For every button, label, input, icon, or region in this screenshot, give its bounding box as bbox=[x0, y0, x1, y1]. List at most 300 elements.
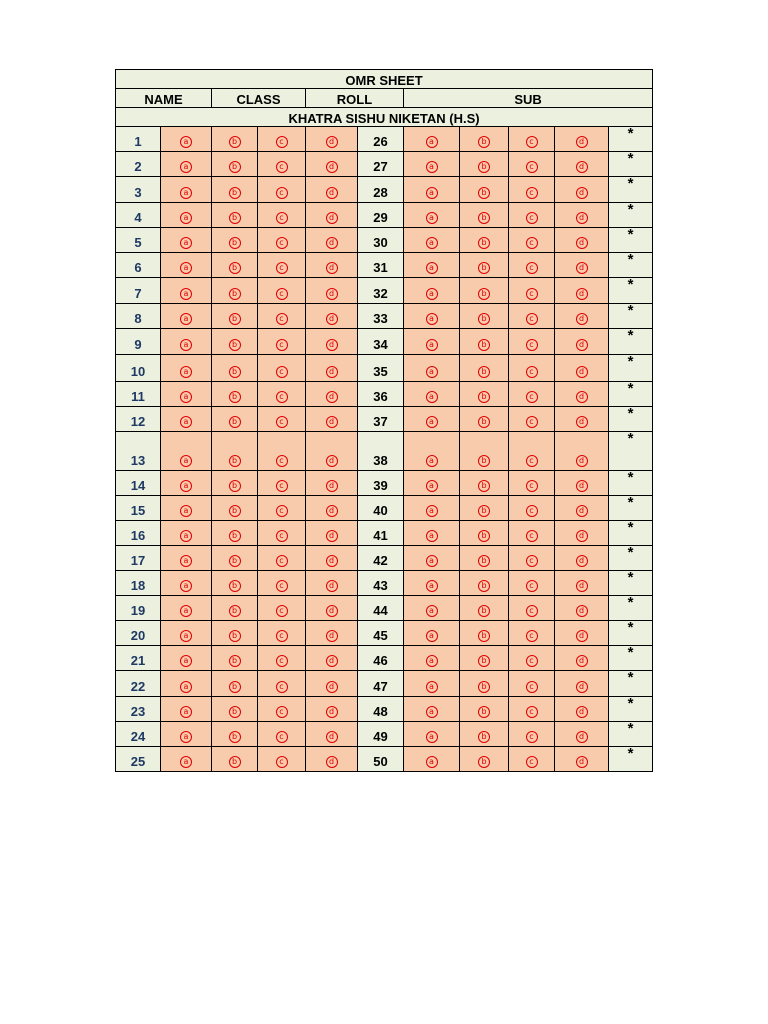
option-cell[interactable] bbox=[555, 304, 609, 329]
option-bubble-d[interactable]: d bbox=[326, 288, 338, 300]
option-cell[interactable] bbox=[460, 722, 509, 747]
option-bubble-b[interactable]: b bbox=[229, 731, 241, 743]
option-cell[interactable] bbox=[306, 203, 358, 228]
option-bubble-d[interactable]: d bbox=[326, 505, 338, 517]
option-cell[interactable] bbox=[460, 253, 509, 278]
option-bubble-a[interactable]: a bbox=[426, 530, 438, 542]
option-bubble-d[interactable]: d bbox=[326, 655, 338, 667]
option-cell[interactable] bbox=[404, 329, 460, 355]
option-cell[interactable] bbox=[306, 382, 358, 407]
option-cell[interactable] bbox=[460, 329, 509, 355]
option-bubble-a[interactable]: a bbox=[426, 339, 438, 351]
option-bubble-b[interactable]: b bbox=[229, 681, 241, 693]
option-cell[interactable] bbox=[161, 671, 212, 697]
option-cell[interactable] bbox=[306, 521, 358, 546]
option-bubble-c[interactable]: c bbox=[276, 681, 288, 693]
option-bubble-a[interactable]: a bbox=[426, 706, 438, 718]
option-cell[interactable] bbox=[460, 697, 509, 722]
option-bubble-b[interactable]: b bbox=[229, 706, 241, 718]
option-bubble-a[interactable]: a bbox=[426, 630, 438, 642]
option-bubble-d[interactable]: d bbox=[326, 161, 338, 173]
option-cell[interactable] bbox=[258, 382, 306, 407]
option-cell[interactable] bbox=[212, 521, 258, 546]
option-cell[interactable] bbox=[161, 152, 212, 177]
option-bubble-a[interactable]: a bbox=[426, 288, 438, 300]
option-cell[interactable] bbox=[509, 671, 555, 697]
option-bubble-d[interactable]: d bbox=[576, 605, 588, 617]
option-bubble-b[interactable]: b bbox=[478, 288, 490, 300]
option-cell[interactable] bbox=[258, 152, 306, 177]
option-bubble-c[interactable]: c bbox=[526, 187, 538, 199]
option-bubble-b[interactable]: b bbox=[229, 455, 241, 467]
option-cell[interactable] bbox=[404, 621, 460, 646]
option-bubble-b[interactable]: b bbox=[478, 731, 490, 743]
option-bubble-b[interactable]: b bbox=[229, 237, 241, 249]
option-cell[interactable] bbox=[509, 432, 555, 471]
option-bubble-b[interactable]: b bbox=[478, 313, 490, 325]
option-bubble-c[interactable]: c bbox=[276, 212, 288, 224]
option-cell[interactable] bbox=[161, 355, 212, 382]
option-bubble-b[interactable]: b bbox=[478, 681, 490, 693]
option-cell[interactable] bbox=[509, 571, 555, 596]
option-cell[interactable] bbox=[212, 646, 258, 671]
option-cell[interactable] bbox=[161, 278, 212, 304]
option-cell[interactable] bbox=[161, 496, 212, 521]
option-cell[interactable] bbox=[306, 571, 358, 596]
option-bubble-c[interactable]: c bbox=[276, 505, 288, 517]
option-bubble-b[interactable]: b bbox=[478, 391, 490, 403]
option-cell[interactable] bbox=[404, 521, 460, 546]
option-bubble-c[interactable]: c bbox=[276, 530, 288, 542]
option-bubble-d[interactable]: d bbox=[326, 681, 338, 693]
option-cell[interactable] bbox=[212, 671, 258, 697]
option-cell[interactable] bbox=[460, 382, 509, 407]
option-cell[interactable] bbox=[306, 697, 358, 722]
option-cell[interactable] bbox=[509, 278, 555, 304]
option-bubble-b[interactable]: b bbox=[229, 530, 241, 542]
option-bubble-d[interactable]: d bbox=[576, 366, 588, 378]
option-cell[interactable] bbox=[460, 355, 509, 382]
option-bubble-a[interactable]: a bbox=[180, 756, 192, 768]
option-bubble-d[interactable]: d bbox=[576, 136, 588, 148]
option-bubble-b[interactable]: b bbox=[229, 505, 241, 517]
option-bubble-c[interactable]: c bbox=[526, 630, 538, 642]
option-bubble-d[interactable]: d bbox=[576, 630, 588, 642]
option-bubble-c[interactable]: c bbox=[276, 288, 288, 300]
option-cell[interactable] bbox=[509, 177, 555, 203]
option-bubble-a[interactable]: a bbox=[180, 187, 192, 199]
option-cell[interactable] bbox=[460, 546, 509, 571]
option-bubble-a[interactable]: a bbox=[180, 262, 192, 274]
option-bubble-c[interactable]: c bbox=[526, 731, 538, 743]
option-bubble-b[interactable]: b bbox=[478, 237, 490, 249]
option-cell[interactable] bbox=[509, 646, 555, 671]
option-cell[interactable] bbox=[404, 177, 460, 203]
option-cell[interactable] bbox=[258, 747, 306, 772]
option-cell[interactable] bbox=[212, 722, 258, 747]
option-cell[interactable] bbox=[404, 496, 460, 521]
option-cell[interactable] bbox=[460, 407, 509, 432]
option-cell[interactable] bbox=[212, 177, 258, 203]
option-cell[interactable] bbox=[161, 432, 212, 471]
option-cell[interactable] bbox=[306, 432, 358, 471]
option-cell[interactable] bbox=[258, 621, 306, 646]
option-bubble-d[interactable]: d bbox=[576, 681, 588, 693]
option-cell[interactable] bbox=[161, 471, 212, 496]
option-bubble-b[interactable]: b bbox=[229, 212, 241, 224]
option-bubble-c[interactable]: c bbox=[276, 262, 288, 274]
option-bubble-d[interactable]: d bbox=[326, 605, 338, 617]
option-bubble-c[interactable]: c bbox=[526, 136, 538, 148]
option-bubble-a[interactable]: a bbox=[180, 655, 192, 667]
option-cell[interactable] bbox=[212, 304, 258, 329]
option-cell[interactable] bbox=[555, 432, 609, 471]
option-bubble-a[interactable]: a bbox=[426, 605, 438, 617]
option-bubble-b[interactable]: b bbox=[229, 366, 241, 378]
option-cell[interactable] bbox=[555, 203, 609, 228]
option-cell[interactable] bbox=[404, 546, 460, 571]
option-bubble-c[interactable]: c bbox=[276, 756, 288, 768]
option-bubble-c[interactable]: c bbox=[276, 237, 288, 249]
option-bubble-d[interactable]: d bbox=[576, 655, 588, 667]
option-cell[interactable] bbox=[306, 471, 358, 496]
option-bubble-b[interactable]: b bbox=[229, 187, 241, 199]
option-bubble-a[interactable]: a bbox=[180, 237, 192, 249]
option-bubble-a[interactable]: a bbox=[426, 655, 438, 667]
option-cell[interactable] bbox=[404, 697, 460, 722]
option-bubble-c[interactable]: c bbox=[276, 313, 288, 325]
option-bubble-d[interactable]: d bbox=[326, 455, 338, 467]
option-bubble-c[interactable]: c bbox=[276, 339, 288, 351]
option-cell[interactable] bbox=[555, 253, 609, 278]
option-bubble-b[interactable]: b bbox=[478, 505, 490, 517]
option-cell[interactable] bbox=[161, 521, 212, 546]
option-cell[interactable] bbox=[212, 329, 258, 355]
option-bubble-a[interactable]: a bbox=[180, 605, 192, 617]
option-cell[interactable] bbox=[258, 329, 306, 355]
option-cell[interactable] bbox=[161, 747, 212, 772]
option-bubble-d[interactable]: d bbox=[326, 366, 338, 378]
option-bubble-c[interactable]: c bbox=[526, 706, 538, 718]
option-cell[interactable] bbox=[306, 407, 358, 432]
option-bubble-b[interactable]: b bbox=[229, 288, 241, 300]
option-bubble-a[interactable]: a bbox=[180, 580, 192, 592]
option-bubble-c[interactable]: c bbox=[526, 530, 538, 542]
option-cell[interactable] bbox=[258, 304, 306, 329]
option-bubble-b[interactable]: b bbox=[229, 756, 241, 768]
option-bubble-d[interactable]: d bbox=[326, 731, 338, 743]
option-cell[interactable] bbox=[460, 177, 509, 203]
option-cell[interactable] bbox=[258, 596, 306, 621]
option-bubble-b[interactable]: b bbox=[478, 555, 490, 567]
option-bubble-b[interactable]: b bbox=[478, 480, 490, 492]
option-bubble-a[interactable]: a bbox=[180, 455, 192, 467]
option-bubble-d[interactable]: d bbox=[326, 756, 338, 768]
option-cell[interactable] bbox=[555, 671, 609, 697]
option-bubble-b[interactable]: b bbox=[478, 630, 490, 642]
option-bubble-a[interactable]: a bbox=[180, 555, 192, 567]
option-bubble-d[interactable]: d bbox=[576, 756, 588, 768]
option-cell[interactable] bbox=[555, 571, 609, 596]
option-cell[interactable] bbox=[460, 521, 509, 546]
option-cell[interactable] bbox=[555, 521, 609, 546]
option-cell[interactable] bbox=[555, 621, 609, 646]
option-cell[interactable] bbox=[509, 304, 555, 329]
option-cell[interactable] bbox=[258, 496, 306, 521]
option-cell[interactable] bbox=[306, 278, 358, 304]
option-bubble-a[interactable]: a bbox=[426, 480, 438, 492]
option-cell[interactable] bbox=[258, 432, 306, 471]
option-bubble-d[interactable]: d bbox=[326, 212, 338, 224]
option-cell[interactable] bbox=[258, 355, 306, 382]
option-bubble-a[interactable]: a bbox=[180, 136, 192, 148]
option-cell[interactable] bbox=[509, 407, 555, 432]
option-cell[interactable] bbox=[161, 722, 212, 747]
option-bubble-c[interactable]: c bbox=[276, 391, 288, 403]
option-bubble-b[interactable]: b bbox=[478, 455, 490, 467]
option-bubble-b[interactable]: b bbox=[229, 655, 241, 667]
option-bubble-a[interactable]: a bbox=[180, 706, 192, 718]
option-bubble-a[interactable]: a bbox=[426, 161, 438, 173]
option-cell[interactable] bbox=[555, 722, 609, 747]
option-bubble-d[interactable]: d bbox=[326, 555, 338, 567]
option-cell[interactable] bbox=[404, 278, 460, 304]
option-cell[interactable] bbox=[460, 671, 509, 697]
option-bubble-b[interactable]: b bbox=[229, 580, 241, 592]
option-bubble-a[interactable]: a bbox=[180, 505, 192, 517]
option-bubble-d[interactable]: d bbox=[576, 288, 588, 300]
option-bubble-d[interactable]: d bbox=[326, 530, 338, 542]
option-cell[interactable] bbox=[404, 596, 460, 621]
option-bubble-a[interactable]: a bbox=[426, 555, 438, 567]
option-cell[interactable] bbox=[509, 722, 555, 747]
option-bubble-a[interactable]: a bbox=[180, 288, 192, 300]
option-cell[interactable] bbox=[555, 747, 609, 772]
option-bubble-c[interactable]: c bbox=[276, 605, 288, 617]
option-bubble-b[interactable]: b bbox=[478, 580, 490, 592]
option-bubble-a[interactable]: a bbox=[426, 416, 438, 428]
option-cell[interactable] bbox=[555, 278, 609, 304]
option-cell[interactable] bbox=[460, 304, 509, 329]
option-bubble-c[interactable]: c bbox=[526, 605, 538, 617]
option-bubble-b[interactable]: b bbox=[478, 339, 490, 351]
option-bubble-a[interactable]: a bbox=[426, 313, 438, 325]
option-cell[interactable] bbox=[258, 228, 306, 253]
option-bubble-d[interactable]: d bbox=[326, 580, 338, 592]
option-bubble-a[interactable]: a bbox=[180, 630, 192, 642]
option-bubble-d[interactable]: d bbox=[326, 187, 338, 199]
option-bubble-a[interactable]: a bbox=[426, 580, 438, 592]
option-bubble-d[interactable]: d bbox=[576, 580, 588, 592]
option-bubble-c[interactable]: c bbox=[276, 580, 288, 592]
option-bubble-a[interactable]: a bbox=[426, 455, 438, 467]
option-cell[interactable] bbox=[212, 203, 258, 228]
option-cell[interactable] bbox=[555, 127, 609, 152]
option-cell[interactable] bbox=[258, 278, 306, 304]
option-cell[interactable] bbox=[404, 646, 460, 671]
option-bubble-b[interactable]: b bbox=[229, 416, 241, 428]
option-cell[interactable] bbox=[460, 432, 509, 471]
option-cell[interactable] bbox=[212, 571, 258, 596]
option-cell[interactable] bbox=[509, 496, 555, 521]
option-cell[interactable] bbox=[555, 596, 609, 621]
option-cell[interactable] bbox=[306, 127, 358, 152]
option-bubble-b[interactable]: b bbox=[478, 366, 490, 378]
option-bubble-a[interactable]: a bbox=[426, 136, 438, 148]
option-cell[interactable] bbox=[161, 228, 212, 253]
option-cell[interactable] bbox=[509, 152, 555, 177]
option-bubble-b[interactable]: b bbox=[478, 530, 490, 542]
option-cell[interactable] bbox=[509, 329, 555, 355]
option-cell[interactable] bbox=[555, 646, 609, 671]
option-bubble-c[interactable]: c bbox=[526, 480, 538, 492]
option-bubble-c[interactable]: c bbox=[276, 706, 288, 718]
option-bubble-a[interactable]: a bbox=[180, 366, 192, 378]
option-bubble-a[interactable]: a bbox=[426, 681, 438, 693]
option-cell[interactable] bbox=[212, 152, 258, 177]
option-bubble-a[interactable]: a bbox=[426, 366, 438, 378]
option-bubble-a[interactable]: a bbox=[180, 339, 192, 351]
option-bubble-a[interactable]: a bbox=[426, 391, 438, 403]
option-cell[interactable] bbox=[306, 496, 358, 521]
option-cell[interactable] bbox=[555, 152, 609, 177]
option-cell[interactable] bbox=[306, 621, 358, 646]
option-cell[interactable] bbox=[509, 471, 555, 496]
option-cell[interactable] bbox=[460, 278, 509, 304]
option-cell[interactable] bbox=[404, 571, 460, 596]
option-bubble-b[interactable]: b bbox=[478, 756, 490, 768]
option-cell[interactable] bbox=[509, 621, 555, 646]
option-cell[interactable] bbox=[212, 382, 258, 407]
option-bubble-c[interactable]: c bbox=[526, 555, 538, 567]
option-cell[interactable] bbox=[555, 382, 609, 407]
option-bubble-a[interactable]: a bbox=[426, 237, 438, 249]
option-cell[interactable] bbox=[460, 646, 509, 671]
option-bubble-c[interactable]: c bbox=[276, 480, 288, 492]
option-bubble-c[interactable]: c bbox=[526, 391, 538, 403]
option-cell[interactable] bbox=[258, 471, 306, 496]
option-bubble-d[interactable]: d bbox=[326, 391, 338, 403]
option-bubble-c[interactable]: c bbox=[526, 313, 538, 325]
option-cell[interactable] bbox=[212, 407, 258, 432]
option-cell[interactable] bbox=[161, 127, 212, 152]
option-cell[interactable] bbox=[212, 278, 258, 304]
option-cell[interactable] bbox=[212, 355, 258, 382]
option-bubble-a[interactable]: a bbox=[180, 416, 192, 428]
option-cell[interactable] bbox=[555, 471, 609, 496]
option-cell[interactable] bbox=[509, 596, 555, 621]
option-cell[interactable] bbox=[258, 521, 306, 546]
option-cell[interactable] bbox=[161, 203, 212, 228]
option-bubble-a[interactable]: a bbox=[180, 731, 192, 743]
option-bubble-c[interactable]: c bbox=[526, 580, 538, 592]
option-cell[interactable] bbox=[509, 203, 555, 228]
option-cell[interactable] bbox=[161, 571, 212, 596]
option-bubble-c[interactable]: c bbox=[526, 262, 538, 274]
option-bubble-c[interactable]: c bbox=[276, 161, 288, 173]
option-cell[interactable] bbox=[161, 329, 212, 355]
option-bubble-a[interactable]: a bbox=[180, 161, 192, 173]
option-bubble-b[interactable]: b bbox=[478, 655, 490, 667]
option-cell[interactable] bbox=[161, 546, 212, 571]
option-bubble-b[interactable]: b bbox=[478, 161, 490, 173]
option-cell[interactable] bbox=[509, 253, 555, 278]
option-cell[interactable] bbox=[306, 355, 358, 382]
option-bubble-a[interactable]: a bbox=[426, 756, 438, 768]
option-bubble-c[interactable]: c bbox=[526, 756, 538, 768]
option-bubble-b[interactable]: b bbox=[229, 136, 241, 148]
option-bubble-b[interactable]: b bbox=[229, 391, 241, 403]
option-bubble-d[interactable]: d bbox=[326, 416, 338, 428]
option-cell[interactable] bbox=[258, 127, 306, 152]
option-bubble-d[interactable]: d bbox=[576, 262, 588, 274]
option-cell[interactable] bbox=[258, 722, 306, 747]
option-bubble-d[interactable]: d bbox=[576, 187, 588, 199]
option-bubble-b[interactable]: b bbox=[229, 339, 241, 351]
option-cell[interactable] bbox=[306, 253, 358, 278]
option-bubble-d[interactable]: d bbox=[326, 313, 338, 325]
option-bubble-d[interactable]: d bbox=[326, 706, 338, 718]
option-cell[interactable] bbox=[404, 228, 460, 253]
option-bubble-d[interactable]: d bbox=[576, 237, 588, 249]
option-bubble-d[interactable]: d bbox=[326, 262, 338, 274]
option-bubble-d[interactable]: d bbox=[576, 555, 588, 567]
option-bubble-a[interactable]: a bbox=[426, 212, 438, 224]
option-cell[interactable] bbox=[509, 127, 555, 152]
option-bubble-c[interactable]: c bbox=[276, 630, 288, 642]
option-bubble-b[interactable]: b bbox=[229, 161, 241, 173]
option-cell[interactable] bbox=[306, 329, 358, 355]
option-cell[interactable] bbox=[555, 329, 609, 355]
option-bubble-c[interactable]: c bbox=[526, 681, 538, 693]
option-bubble-b[interactable]: b bbox=[229, 480, 241, 492]
option-cell[interactable] bbox=[460, 127, 509, 152]
option-bubble-d[interactable]: d bbox=[326, 136, 338, 148]
option-cell[interactable] bbox=[555, 496, 609, 521]
option-cell[interactable] bbox=[212, 596, 258, 621]
option-cell[interactable] bbox=[306, 546, 358, 571]
option-cell[interactable] bbox=[161, 253, 212, 278]
option-bubble-a[interactable]: a bbox=[180, 681, 192, 693]
option-bubble-d[interactable]: d bbox=[576, 416, 588, 428]
option-cell[interactable] bbox=[212, 697, 258, 722]
option-bubble-a[interactable]: a bbox=[180, 530, 192, 542]
option-cell[interactable] bbox=[404, 253, 460, 278]
option-cell[interactable] bbox=[460, 621, 509, 646]
option-bubble-a[interactable]: a bbox=[426, 731, 438, 743]
option-bubble-b[interactable]: b bbox=[478, 187, 490, 199]
option-cell[interactable] bbox=[212, 228, 258, 253]
option-cell[interactable] bbox=[460, 596, 509, 621]
option-cell[interactable] bbox=[212, 432, 258, 471]
option-cell[interactable] bbox=[161, 596, 212, 621]
option-cell[interactable] bbox=[404, 432, 460, 471]
option-cell[interactable] bbox=[404, 671, 460, 697]
option-cell[interactable] bbox=[212, 471, 258, 496]
option-cell[interactable] bbox=[161, 697, 212, 722]
option-cell[interactable] bbox=[306, 228, 358, 253]
option-bubble-b[interactable]: b bbox=[478, 706, 490, 718]
option-cell[interactable] bbox=[404, 471, 460, 496]
option-bubble-c[interactable]: c bbox=[276, 187, 288, 199]
option-cell[interactable] bbox=[509, 546, 555, 571]
option-bubble-d[interactable]: d bbox=[576, 731, 588, 743]
option-cell[interactable] bbox=[161, 407, 212, 432]
option-bubble-b[interactable]: b bbox=[478, 212, 490, 224]
option-cell[interactable] bbox=[555, 697, 609, 722]
option-cell[interactable] bbox=[306, 177, 358, 203]
option-cell[interactable] bbox=[460, 496, 509, 521]
